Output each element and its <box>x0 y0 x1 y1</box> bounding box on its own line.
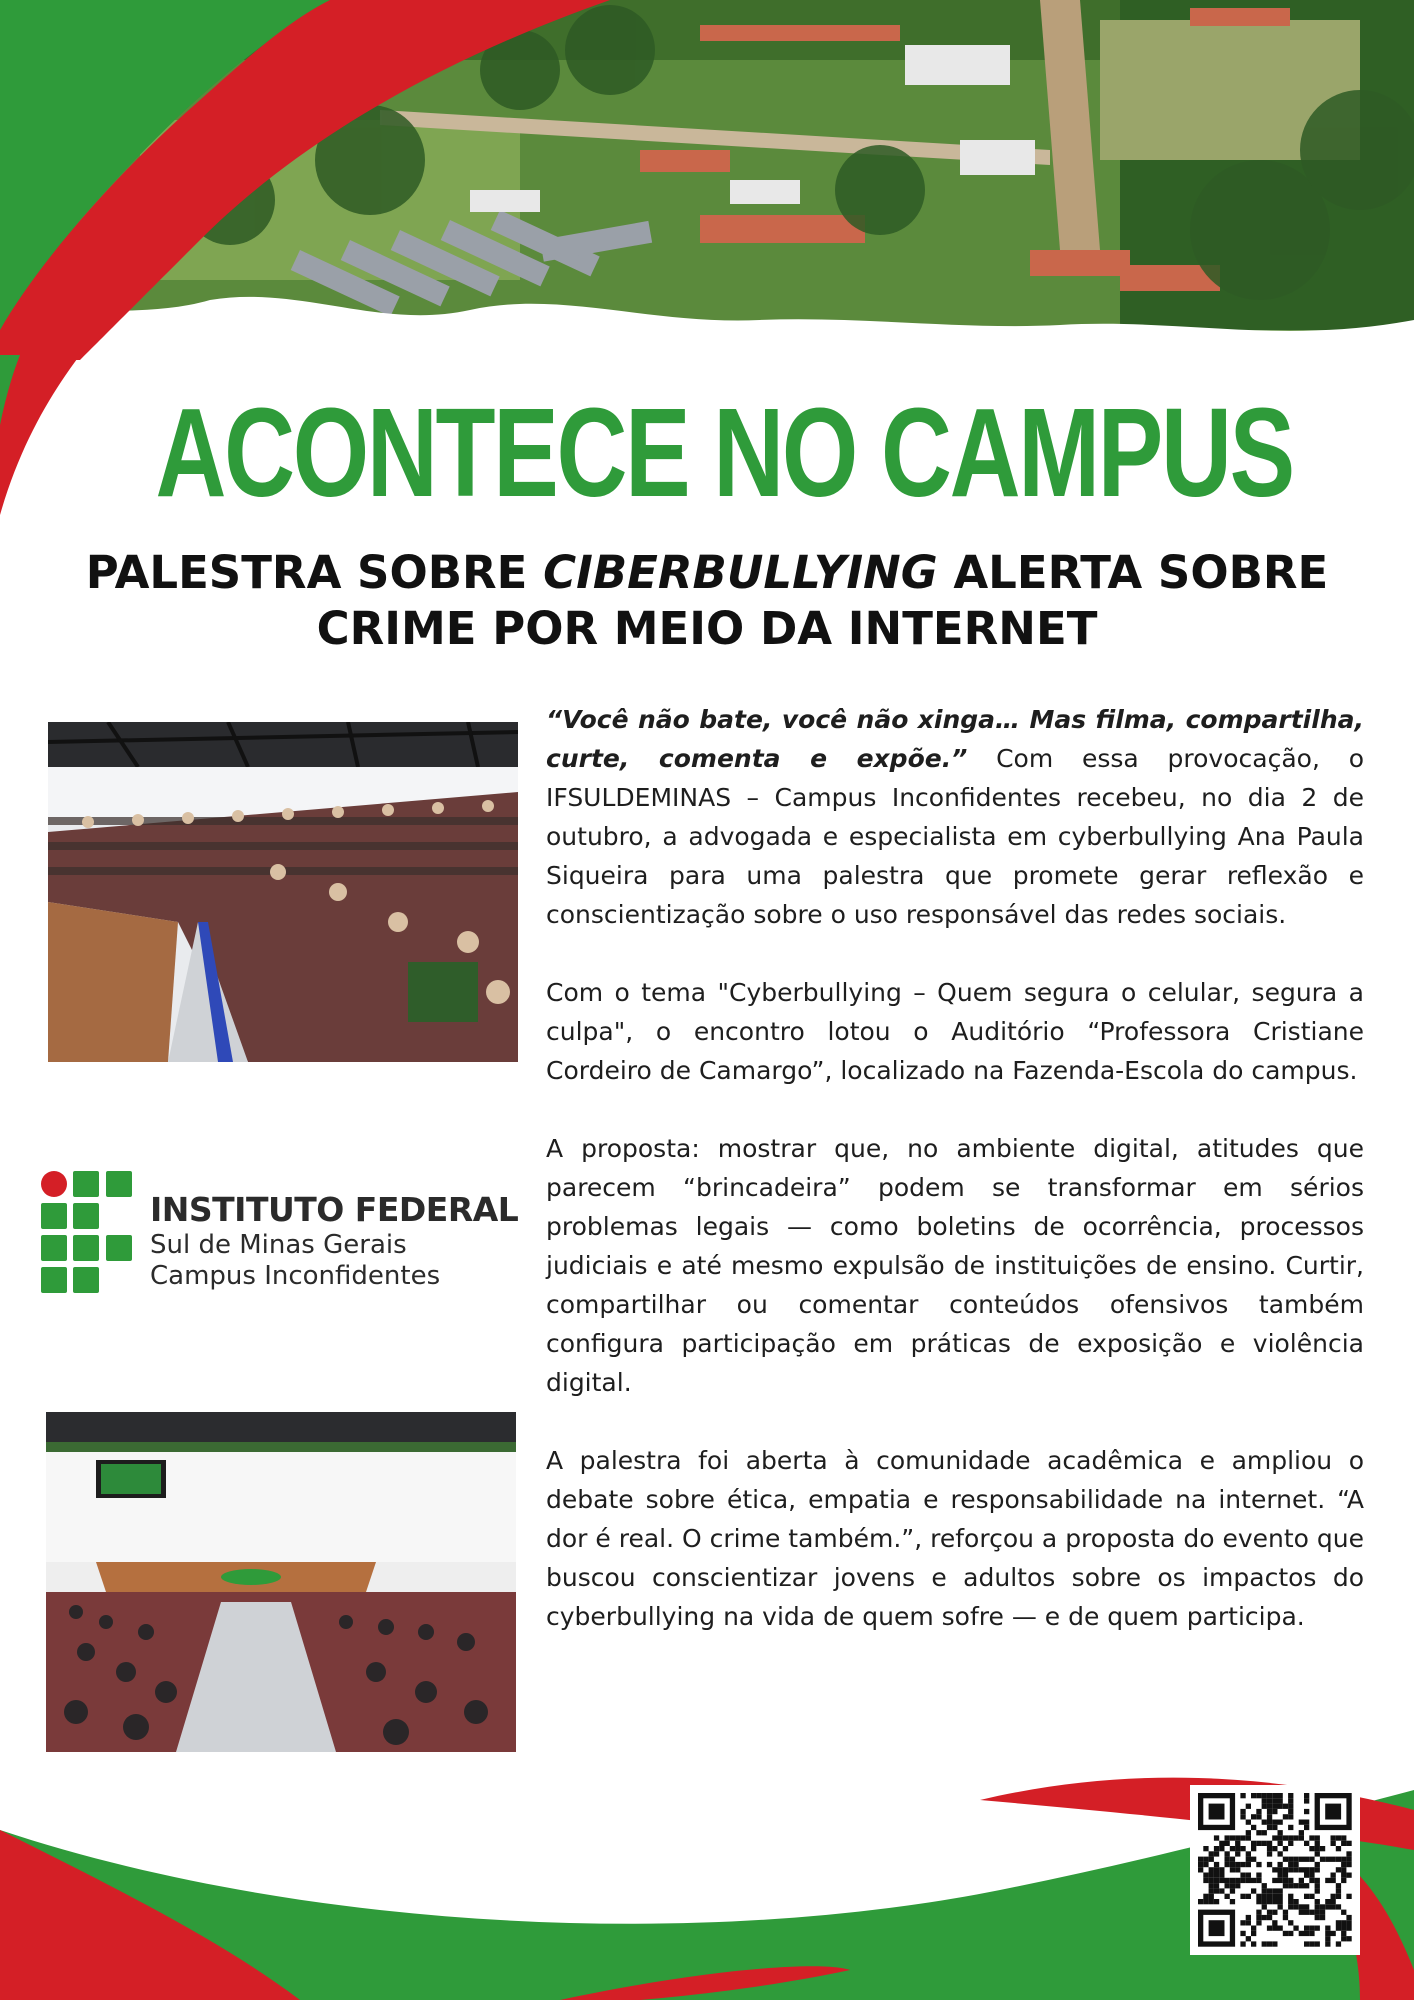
headline: ACONTECE NO CAMPUS <box>155 382 1293 523</box>
paragraph-4: A palestra foi aberta à comunidade acadêmica e ampliou o debate sobre ética, empatia e responsabilidade na internet. “A dor é real. O crime também.”, reforçou a proposta do evento que buscou conscientizar jovens e adultos sobre os impactos do cyberbullying na vida de quem sofre — e de quem participa. <box>546 1446 1364 1631</box>
paragraph-1-text: Com essa provocação, o IFSULDEMINAS – Campus Inconfidentes recebeu, no dia 2 de outubro, a advogada e especialista em cyberbullying Ana Paula Siqueira para uma palestra que promete gerar reflexão e conscientização sobre o uso responsável das redes sociais. <box>546 744 1364 929</box>
paragraph-3: A proposta: mostrar que, no ambiente digital, atitudes que parecem “brincadeira” podem se transformar em sérios problemas legais — como boletins de ocorrência, processos judiciais e até mesmo expulsão de instituições de ensino. Curtir, compartilhar ou comentar conteúdos ofensivos também configura participação em práticas de exposição e violência digital. <box>546 1134 1364 1397</box>
logo-line-1: INSTITUTO FEDERAL <box>150 1190 519 1229</box>
logo-text <box>150 1190 518 1292</box>
paragraph-2: Com o tema "Cyberbullying – Quem segura o celular, segura a culpa", o encontro lotou o Auditório “Professora Cristiane Cordeiro de Camargo”, localizado na Fazenda-Escola do campus. <box>546 978 1364 1085</box>
opening-quote: “Você não bate, você não xinga… Mas filma, compartilha, curte, comenta e expõe.” <box>546 705 1364 773</box>
logo-line-2: Sul de Minas Gerais <box>150 1230 407 1260</box>
logo-mark-icon <box>40 1170 135 1295</box>
title-emphasis: CIBERBULLYING <box>543 546 938 599</box>
title-part-1: PALESTRA SOBRE <box>85 546 544 599</box>
qr-code[interactable] <box>1190 1785 1360 1955</box>
instituto-federal-logo <box>40 1170 520 1300</box>
title-part-2: ALERTA SOBRE CRIME POR MEIO DA INTERNET <box>316 546 1329 655</box>
logo-line-3: Campus Inconfidentes <box>150 1261 441 1291</box>
decorative-swoosh-left <box>0 355 120 535</box>
auditorium-audience-photo <box>48 722 518 1062</box>
article-body <box>546 700 1364 1675</box>
article-title <box>40 545 1374 657</box>
auditorium-stage-photo <box>46 1412 516 1752</box>
paragraph-1 <box>546 700 1364 934</box>
aerial-campus-photo <box>0 0 1414 360</box>
